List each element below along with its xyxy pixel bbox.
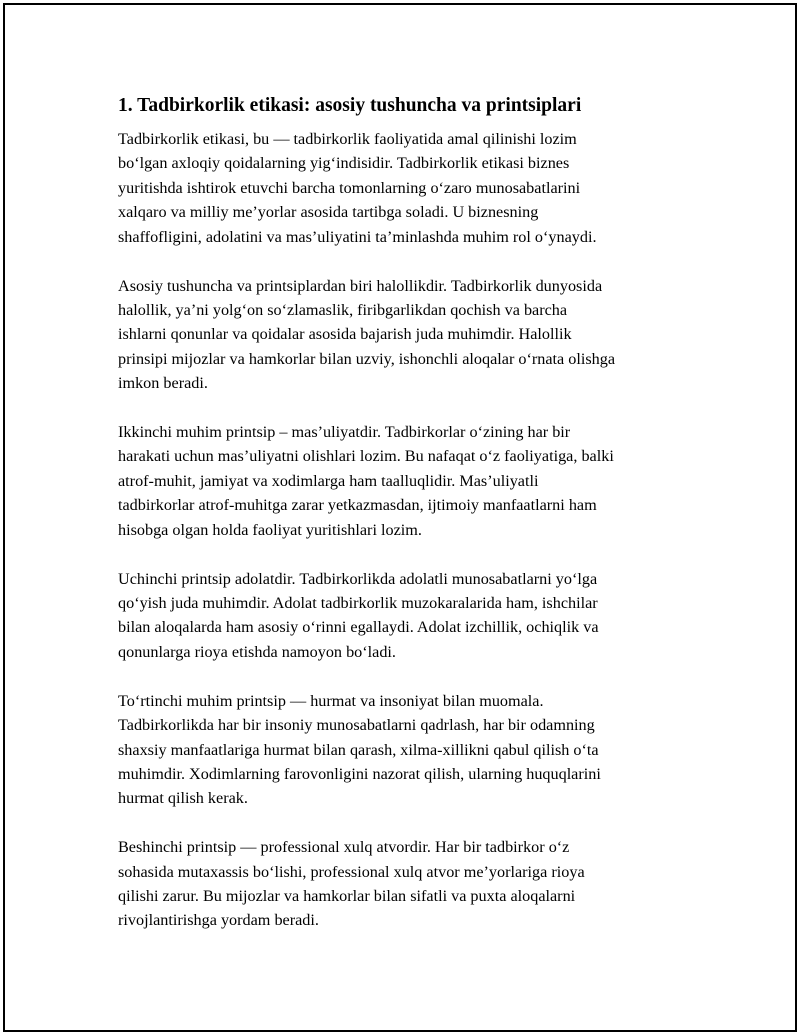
paragraph-line: sohasida mutaxassis bo‘lishi, professional xulq atvor me’yorlariga rioya [118, 862, 585, 881]
paragraph-line: Uchinchi printsip adolatdir. Tadbirkorlikda adolatli munosabatlarni yo‘lga [118, 569, 598, 588]
paragraph-line: xalqaro va milliy me’yorlar asosida tartibga soladi. U biznesning [118, 203, 539, 222]
document-body [118, 92, 688, 957]
paragraph-responsibility [118, 420, 688, 542]
paragraph-line: imkon beradi. [118, 374, 208, 393]
paragraph-line: shaxsiy manfaatlariga hurmat bilan qarash, xilma-xillikni qabul qilish o‘ta [118, 740, 599, 759]
paragraph-line: Tadbirkorlikda har bir insoniy munosabatlarni qadrlash, har bir odamning [118, 716, 595, 735]
paragraph-line: qo‘yish juda muhimdir. Adolat tadbirkorlik muzokaralarida ham, ishchilar [118, 594, 598, 612]
paragraph-professionalism [118, 835, 688, 933]
paragraph-definition [118, 127, 688, 249]
paragraph-line: Beshinchi printsip — professional xulq atvordir. Har bir tadbirkor o‘z [118, 838, 570, 857]
paragraph-line: ishlarni qonunlar va qoidalar asosida bajarish juda muhimdir. Halollik [118, 325, 572, 344]
paragraph-line: Ikkinchi muhim printsip – mas’uliyatdir. Tadbirkorlar o‘zining har bir [118, 423, 571, 442]
paragraph-line: Tadbirkorlik etikasi, bu — tadbirkorlik faoliyatida amal qilinishi lozim [118, 130, 577, 148]
paragraph-line: tadbirkorlar atrof-muhitga zarar yetkazmasdan, ijtimoiy manfaatlarni ham [118, 496, 597, 515]
paragraph-line: hurmat qilish kerak. [118, 789, 248, 808]
paragraph-line: qilishi zarur. Bu mijozlar va hamkorlar bilan sifatli va puxta aloqalarni [118, 887, 576, 906]
paragraph-respect [118, 689, 688, 811]
paragraph-line: shaffofligini, adolatini va mas’uliyatini ta’minlashda muhim rol o‘ynaydi. [118, 227, 597, 246]
paragraph-line: atrof-muhit, jamiyat va xodimlarga ham taalluqlidir. Mas’uliyatli [118, 471, 539, 490]
paragraph-line: rivojlantirishga yordam beradi. [118, 911, 319, 930]
paragraph-line: yuritishda ishtirok etuvchi barcha tomonlarning o‘zaro munosabatlarini [118, 178, 581, 197]
paragraph-line: hisobga olgan holda faoliyat yuritishlari lozim. [118, 520, 422, 539]
paragraph-line: harakati uchun mas’uliyatni olishlari lozim. Bu nafaqat o‘z faoliyatiga, balki [118, 447, 614, 466]
document-title: 1. Tadbirkorlik etikasi: asosiy tushuncha va printsiplari [118, 95, 582, 116]
paragraph-line: bilan aloqalarda ham asosiy o‘rinni egallaydi. Adolat izchillik, ochiqlik va [118, 618, 599, 637]
paragraph-line: prinsipi mijozlar va hamkorlar bilan uzviy, ishonchli aloqalar o‘rnata olishga [118, 349, 616, 368]
paragraph-fairness [118, 567, 688, 665]
paragraph-line: muhimdir. Xodimlarning farovonligini nazorat qilish, ularning huquqlarini [118, 764, 601, 783]
paragraph-line: To‘rtinchi muhim printsip — hurmat va insoniyat bilan muomala. [118, 691, 544, 710]
paragraph-line: qonunlarga rioya etishda namoyon bo‘ladi. [118, 642, 396, 661]
paragraph-line: bo‘lgan axloqiy qoidalarning yig‘indisidir. Tadbirkorlik etikasi biznes [118, 154, 570, 173]
paragraph-line: halollik, ya’ni yolg‘on so‘zlamaslik, firibgarlikdan qochish va barcha [118, 300, 568, 319]
paragraph-honesty [118, 274, 688, 396]
paragraph-line: Asosiy tushuncha va printsiplardan biri halollikdir. Tadbirkorlik dunyosida [118, 276, 603, 295]
